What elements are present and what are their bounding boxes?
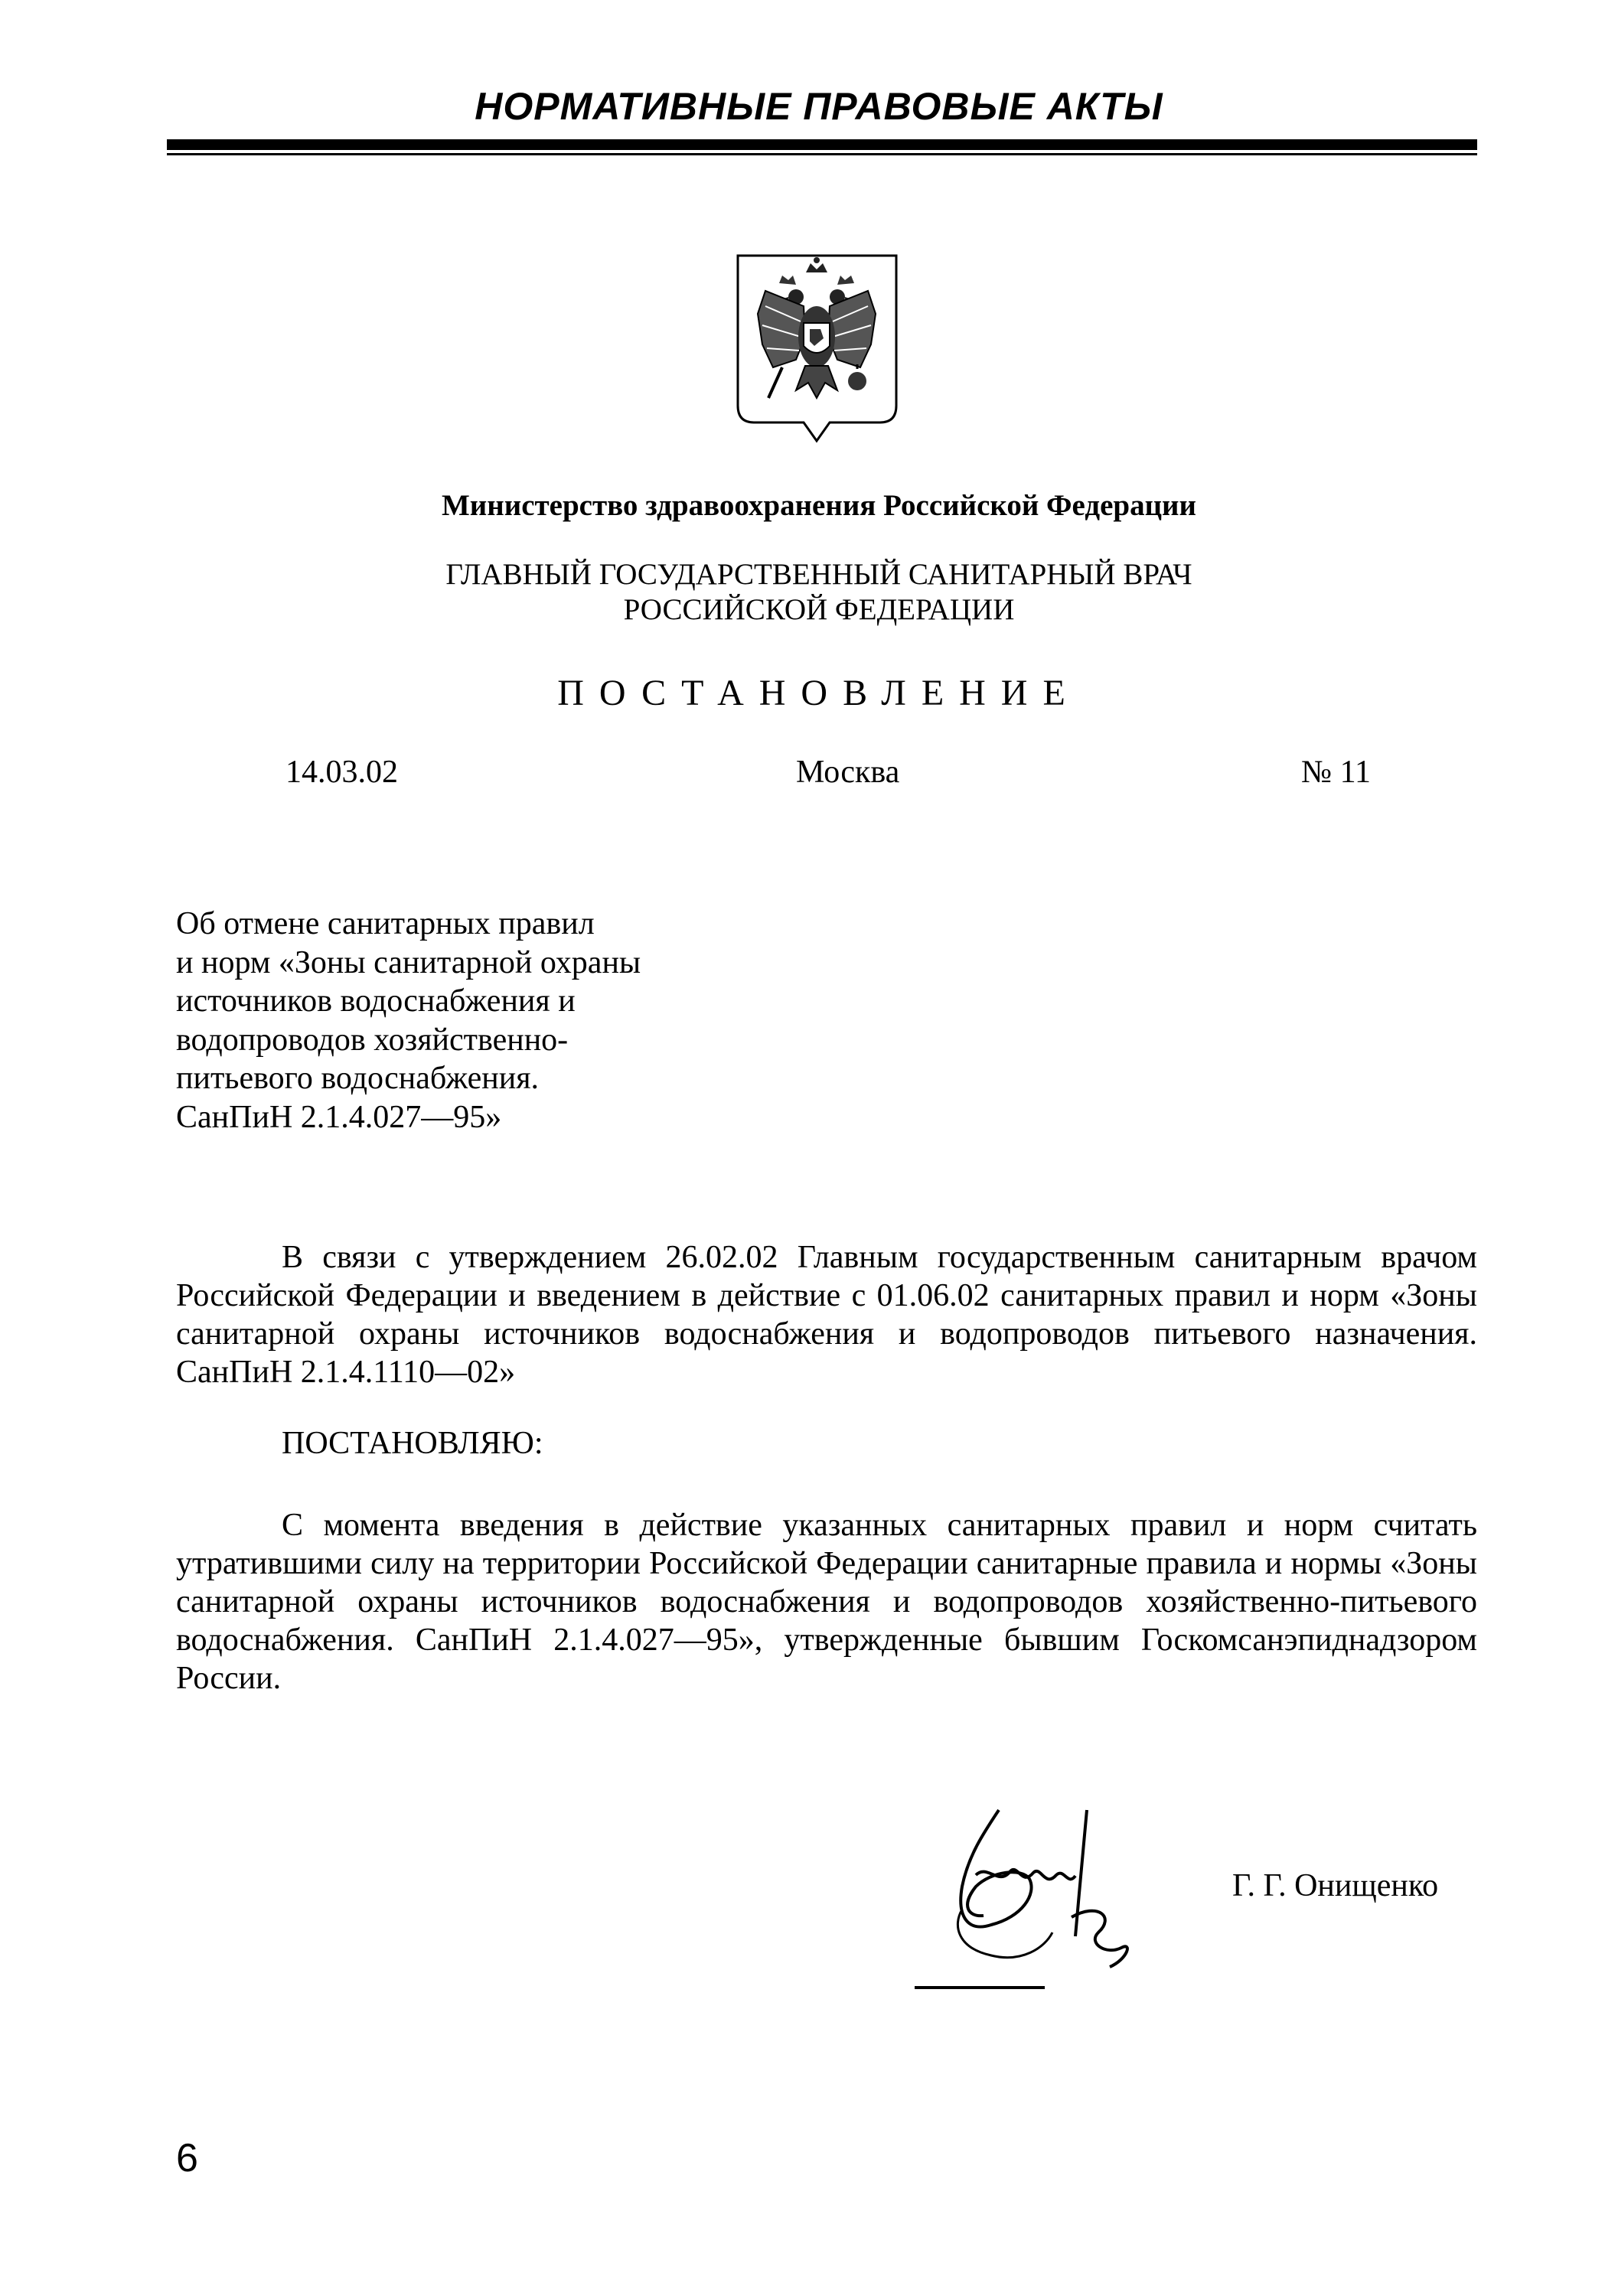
section-header: НОРМАТИВНЫЕ ПРАВОВЫЕ АКТЫ [475,85,1163,128]
header-rule-thin [167,153,1477,155]
resolve-heading: ПОСТАНОВЛЯЮ: [282,1426,543,1461]
issuer-title [230,557,1408,628]
ministry-name: Министерство здравоохранения Российской Федерации [441,489,1196,522]
subject-line: СанПиН 2.1.4.027—95» [176,1099,502,1135]
preamble-paragraph: В связи с утверждением 26.02.02 Главным государственным санитарным врачом Российской Федерации и введением в действие с 01.06.02 санитарных правил и норм «Зоны санитарной охраны источников водоснабжения и водопроводов питьевого назначения. СанПиН 2.1.4.1110—02» [176,1240,1477,1390]
issuer-title-line-2: РОССИЙСКОЙ ФЕДЕРАЦИИ [623,593,1015,626]
header-rule-thick [167,139,1477,150]
handwritten-signature-icon [915,1802,1160,1994]
subject-line: источников водоснабжения и [176,983,576,1019]
document-number: № 11 [1301,755,1372,790]
page-number: 6 [176,2136,198,2180]
subject-line: и норм «Зоны санитарной охраны [176,944,641,980]
document-city: Москва [796,755,900,790]
document-date: 14.03.02 [285,755,398,790]
subject-line: питьевого водоснабжения. [176,1061,540,1096]
document-subject [176,905,773,1137]
document-type: ПОСТАНОВЛЕНИЕ [557,673,1081,713]
operative-paragraph: С момента введения в действие указанных санитарных правил и норм считать утратившими силу на территории Российской Федерации санитарные правила и нормы «Зоны санитарной охраны источников водоснабжения и водопроводов хозяйственно-питьевого водоснабжения. СанПиН 2.1.4.027—95», утвержденные бывшим Госкомсанэпиднадзором России. [176,1508,1477,1696]
signer-name: Г. Г. Онищенко [1232,1868,1439,1903]
subject-line: водопроводов хозяйственно- [176,1022,569,1058]
subject-line: Об отмене санитарных правил [176,906,595,941]
russian-coat-of-arms-icon [735,253,899,444]
issuer-title-line-1: ГЛАВНЫЙ ГОСУДАРСТВЕННЫЙ САНИТАРНЫЙ ВРАЧ [445,558,1192,591]
